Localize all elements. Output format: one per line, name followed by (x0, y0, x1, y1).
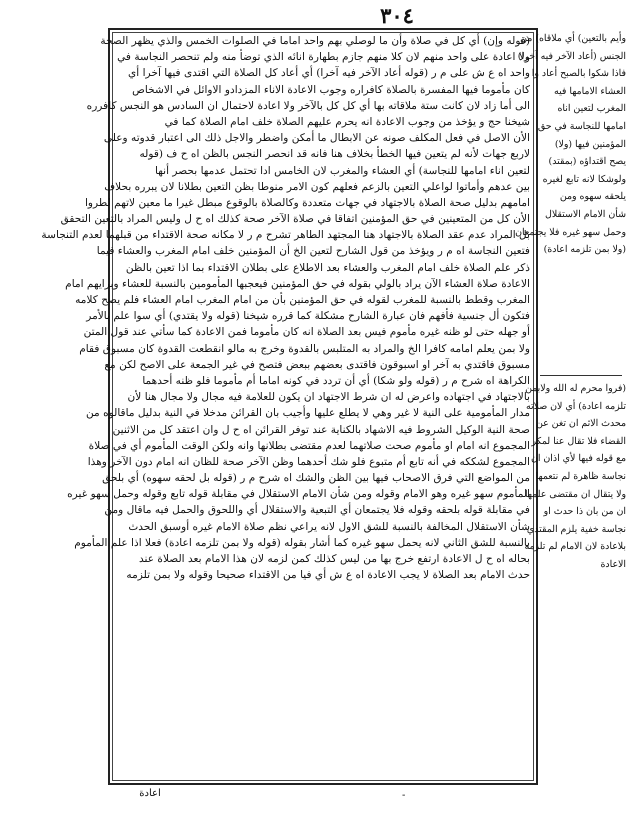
text-line: بل المراد عدم عقد الصلاة بالاجتهاد هنا المجتهد الطاهر تشرح م ر لا مكانه صحة الاقتداء من قبلهما لعدم التنجاسة (41, 229, 530, 242)
text-line: بالاجتهاد في اجتهاده واعرض له ان شرط الاجتهاد ان يكون للعلامة فيه مجال ولا مجال هنا لأن (127, 391, 530, 404)
margin-commentary-top (515, 30, 626, 259)
margin-commentary-bottom (524, 380, 626, 574)
text-line: المأموم سهو غيره وهو الامام وقوله ومن شأن الامام الاستقلال في مقابلة قوله تابع وقوله وحمل سهو غيره (67, 488, 530, 501)
text-line: الأن الاصل في فعل المكلف صونه عن الابطال ما أمكن واضطر والاجل ذلك الى اعتبار قدوته وعلى (103, 132, 530, 145)
text-line: الاعادة صلاة العشاء الآن يراد بالولي بقوله في حق المؤمنين فيعجبها المأمومين بالنسبة للعشاء وبرايهم امام (65, 277, 530, 290)
margin-line: ولوشكا لانه تابع لغيره (542, 173, 626, 185)
text-line: واحد اه ع ش على م ر (قوله أعاد الآخر فيه آخرا) أي أعاد كل الصلاة التي اقتدى فيها آخرا أي (128, 67, 530, 80)
page-number: ٣٠٤ (380, 3, 414, 28)
text-line: الى أما زاد لان كانت ستة ملاقاته بها أي كل كل بالآخر ولا اعادة لاحتمال ان السادس هو النجس كافرره (86, 99, 530, 112)
text-line: المجموع لشككه في أنه تابع أم متبوع فلو شك أحدهما وظن الآخر صحة للظان انه امام دون الآخر وهذا (87, 455, 530, 468)
text-line: الأن كل من المتعينين في حق المؤمنين اتفاقا في صلاة الآخر صحة كذلك اه ح ل وليس المراد بالتعين التحقق (60, 213, 530, 226)
text-line: المجموع انه امام او مأموم صحت صلاتهما لعدم مقتضى بطلانها وانه ولكن الوقت المأموم أي في صلاة (88, 439, 530, 452)
text-line: فتعين النجاسة اه م ر ويؤخذ من قول الشارح لتعين الخ أن المؤمنين خلف امام المغرب والعشاء فيما (96, 245, 530, 258)
margin-line: نجاسة ظاهرة لم نتعمها (535, 470, 626, 482)
margin-line: تلزمه اعادة) أي لان صلاته (525, 400, 626, 412)
text-line: المغرب وقطط بالنسبة للمغرب لقوله في حق المؤمنين بأن من امام المغرب امام العشاء فلم يصح كلامه (75, 294, 530, 306)
margin-line: شأن الامام الاستقلال (545, 208, 626, 220)
margin-line: (ولا بمن تلزمه اعادة) (543, 244, 626, 256)
text-line: مسبوق فاقتدي به آخر او اسبوقون فاقتدى بعضهم ببعض فتصح في غير الجمعة على الاصح لكن مع (104, 358, 530, 371)
catchword: اعادة (139, 788, 161, 799)
margin-line: بلاعادة لان الامام لم تلزمه (524, 541, 626, 553)
text-line: لاربع جهات لأنه لم يتعين فيها الخطأ بخلاف هنا فانه قد انحصر النجس بالظن اه ح ف (قوله (139, 148, 530, 161)
text-line: حدث الامام بعد الصلاة لا يجب الاعادة اه ع ش أي فيا من الاقتداء صحيحا وقوله ولا بمن تلزمه (126, 569, 530, 582)
margin-line: فاذا شكوا بالصبح أعاد وا (531, 68, 626, 80)
text-line: بحاله اه ح ل الاعادة ارتفع خرج بها من ليس كذلك كمن لزمه لان هذا الامام بعد الصلاة عند (138, 553, 530, 565)
margin-line: مع قوله فيها لأي اذان ان (530, 453, 626, 465)
text-line: صحة النية الوكيل الشروط فيه الاشهاد بالكناية عند توفر القرائن اه ح ل وان اعتقد كل من الاثنين (112, 423, 530, 436)
text-line: كان مأموما فيها المفسرة بالصلاة كافراره وجوب الاعادة الاناء المزدادو الاوائل في الاشخاص (132, 83, 530, 96)
footer-mark: - (402, 790, 406, 801)
margin-line: القضاء فلا تقال عنا لمكر (531, 435, 626, 447)
text-line: ولا بمن يعلم امامه كافرا الخ والمراد به المتلبس بالقدوة وخرج به مالو انقطعت القدوة كان مسبوق فقام (79, 342, 530, 355)
text-line: فتكون أل جنسية فأفهم فان عبارة الشارح مشكلة كما قرره شيخنا (قوله ولا يقتدي) أي سوا علم بالأمر (86, 310, 530, 323)
main-text-frame (41, 28, 538, 785)
text-line: مدار المأمومية على النية لا غير وهي لا يطلع عليها وأجيب بان القرائن مدخلا في النية بدليل ماقالوه من (85, 407, 530, 420)
margin-line: العشاء الامامها فيه (554, 85, 626, 97)
margin-divider (540, 375, 622, 376)
text-line: في مقابلة قوله بلحقه وقوله فلا يجتمعان أي التبعية والاستقلال أي واللحوق والحمل فيه ماقال ومن (104, 504, 530, 517)
margin-line: المغرب لتعين اناه (557, 103, 626, 115)
text-line: (قوله وإن) أي كل في صلاة وأن ما لوصلي بهم واحد اماما في الصلوات الخمس والذي يظهر الصحة (100, 35, 530, 47)
margin-line: الاعادة (600, 558, 626, 570)
text-line: شيخنا حج و يؤخذ من وجوب الاعادة انه يحرم عليهم الصلاة خلف امام الصلاة كما في (164, 115, 530, 128)
margin-line: الجنس (أعاد الآخر فيه آخرا) (517, 50, 626, 62)
text-line: امامهم بدليل صحة الصلاة بالاجتهاد في جهات متعددة وكالصلاة بالوقوع مبطل غيرا ما معين لاتهم لطروا (84, 196, 530, 209)
text-line: ولا اعادة على واحد منهم لان كلا منهم جازم بطهارة انائه الذي توضأ منه ولم تنحصر النجاسة في (117, 51, 530, 64)
margin-line: ان من بان ذا حدث او (543, 506, 626, 518)
main-text-body (41, 30, 536, 783)
text-line: أو جهله حتى لو ظنه غيره مأموم فيس بعد الصلاة انه كان مأموما فمن الاعادة كما سأتي عند قول المتن (83, 326, 530, 339)
margin-commentary (515, 30, 626, 590)
text-line: لتعين اناء امامها للنجاسة) أي العشاء والمغرب لان الخامس ادا تحتمل عدمها بحصر أنها (155, 164, 530, 177)
text-line: من المواضع التي فرق الاصحاب فيها بين الظن والشك اه شرح م ر (قوله بل لحقه سهوه) أي بلحق (102, 472, 530, 485)
margin-line: وأيم بالتعين) أي ملاقاه) من (520, 33, 626, 44)
text-line: شأن الاستقلال المخالفة بالنسبة للشق الاول لانه يراعي نظم صلاة الامام غيره أوسبق الحدث (128, 520, 530, 533)
text-line: ذكر علم الصلاة خلف امام المغرب والعشاء بعد الاطلاع على بطلان الاقتداء بما اذا تعين بالظن (125, 261, 530, 274)
margin-line: امامها للنجاسة في حق (537, 120, 626, 132)
margin-line: محدث الاثم ان تغن عن (535, 418, 626, 430)
margin-line: وحمل سهو غيره فلا يجتمعان (515, 226, 626, 238)
margin-line: (فروا محرم له الله ولابمن (525, 383, 626, 394)
margin-line: يلحقه سهوه ومن (559, 191, 626, 203)
margin-line: ولا يتقال ان مقتضى علمها (525, 488, 626, 500)
text-line: الكراهة اه شرح م ر (قوله ولو شكا) أي أن تردد في كونه اماما أم مأموما فلو ظنه أحدهما (142, 374, 530, 387)
margin-line: المؤمنين فيها (ولا) (554, 138, 626, 150)
text-line: بين عدهم وأماتوا لواعلي التعين بالزعم فعلهم كون الامر منوطا بظن التعين بطلانا لان يبرره بحلاف (104, 180, 530, 193)
text-line: بالنسبة للشق الثاني لانه يحمل سهو غيره كما أشار بقوله (قوله ولا بمن تلزمه اعادة) فعلا اذا علم المأموم (74, 536, 530, 549)
margin-line: نجاسة خفية يلزم المقتدي (526, 523, 626, 535)
margin-line: يصح اقتداؤه (بمقتد) (548, 156, 626, 168)
